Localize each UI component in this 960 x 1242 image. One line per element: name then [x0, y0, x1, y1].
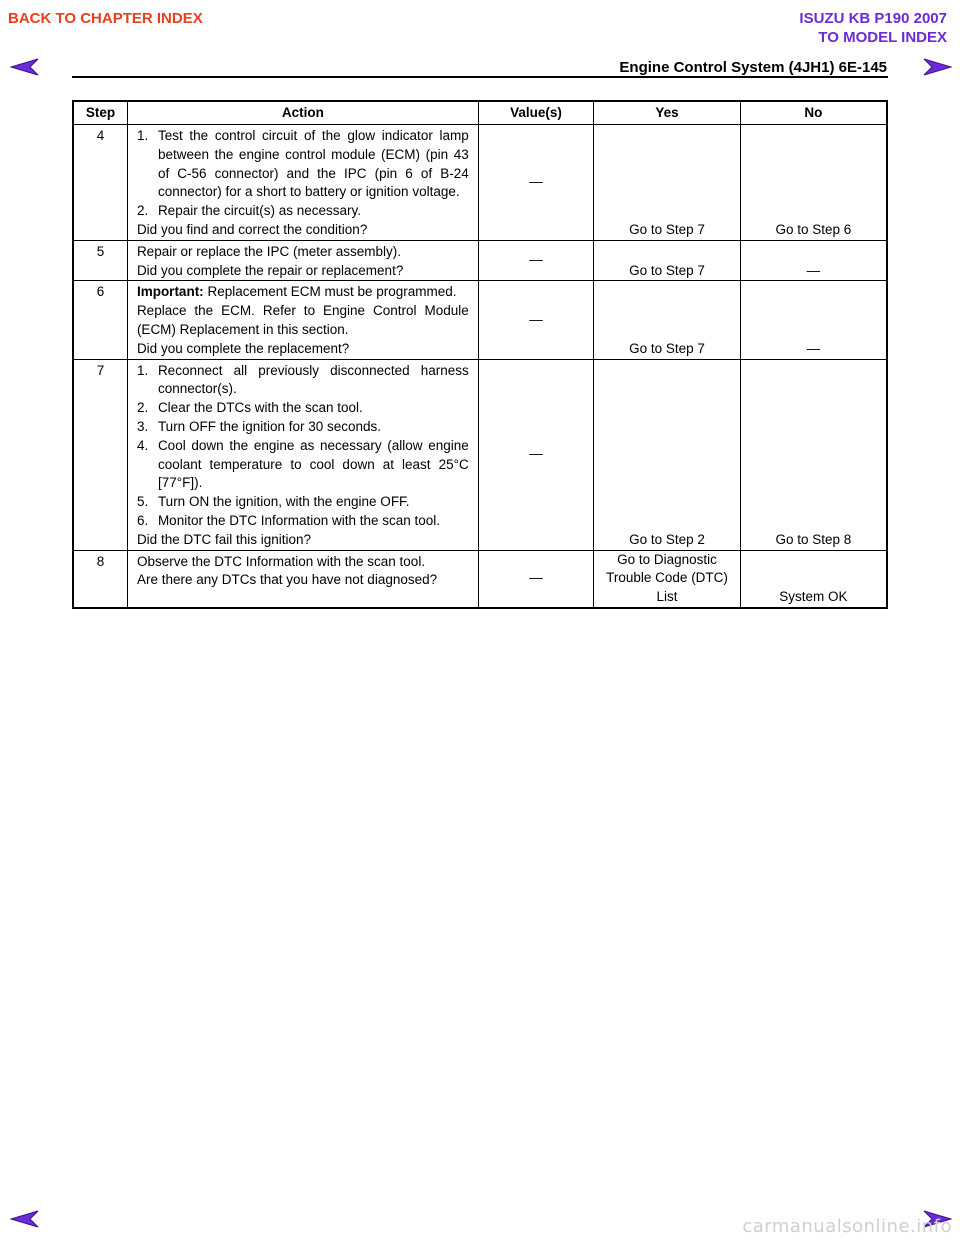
column-header-step: Step — [73, 101, 127, 125]
important-label: Important: — [136, 284, 204, 300]
to-model-index-link[interactable]: TO MODEL INDEX — [818, 29, 947, 46]
diagnostic-procedure-table — [72, 100, 888, 609]
table-row — [73, 359, 887, 550]
item-text: Repair the circuit(s) as necessary. — [157, 203, 362, 219]
action-cell — [127, 125, 478, 241]
item-number: 5. — [136, 494, 149, 510]
yes-cell: Go to Step 7 — [594, 125, 740, 241]
action-item — [137, 493, 469, 512]
value-cell: — — [478, 281, 594, 359]
step-number: 4 — [73, 125, 127, 241]
value-cell: — — [478, 240, 594, 281]
table-row — [73, 281, 887, 359]
column-header-values: Value(s) — [478, 101, 594, 125]
item-text: Turn ON the ignition, with the engine OFF. — [157, 494, 410, 510]
yes-cell: Go to Step 7 — [594, 240, 740, 281]
step-number: 7 — [73, 359, 127, 550]
column-header-action: Action — [127, 101, 478, 125]
item-text: Test the control circuit of the glow indicator lamp between the engine control module (ECM) (pin 43 of C-56 connector) and the IPC (pin 6 of B-24 connector) for a short to battery or ignition voltage. — [157, 128, 469, 200]
action-item — [137, 202, 469, 221]
item-text: Reconnect all previously disconnected harness connector(s). — [157, 362, 469, 397]
item-text: Turn OFF the ignition for 30 seconds. — [157, 418, 382, 434]
action-item — [137, 399, 469, 418]
previous-page-arrow-icon[interactable] — [10, 1210, 40, 1228]
yes-cell: Go to Step 2 — [594, 359, 740, 550]
action-question: Are there any DTCs that you have not diagnosed? — [136, 572, 438, 588]
action-cell — [127, 550, 478, 608]
step-number: 6 — [73, 281, 127, 359]
step-number: 8 — [73, 550, 127, 608]
no-cell: — — [740, 281, 887, 359]
no-cell: System OK — [740, 550, 887, 608]
value-cell: — — [478, 550, 594, 608]
important-note — [137, 283, 469, 302]
no-cell: — — [740, 240, 887, 281]
table-row — [73, 125, 887, 241]
action-item — [137, 418, 469, 437]
yes-cell: Go to Diagnostic Trouble Code (DTC) List — [594, 550, 740, 608]
page-header-title: Engine Control System (4JH1) 6E-145 — [619, 59, 887, 76]
previous-page-arrow-icon[interactable] — [10, 58, 40, 76]
action-item — [137, 512, 469, 531]
item-number: 3. — [136, 418, 149, 434]
item-number: 2. — [136, 203, 149, 219]
model-title-link[interactable]: ISUZU KB P190 2007 — [799, 10, 947, 27]
action-cell — [127, 240, 478, 281]
action-cell — [127, 359, 478, 550]
action-text: Replace the ECM. Refer to Engine Control Module (ECM) Replacement in this section. — [136, 303, 469, 337]
column-header-no: No — [740, 101, 887, 125]
value-cell: — — [478, 125, 594, 241]
action-item — [137, 127, 469, 202]
item-text: Cool down the engine as necessary (allow engine coolant temperature to cool down at least 25°C [77°F]). — [157, 437, 469, 491]
action-question: Did you find and correct the condition? — [136, 221, 368, 237]
table-header-row — [73, 101, 887, 125]
no-cell: Go to Step 6 — [740, 125, 887, 241]
item-number: 2. — [136, 400, 149, 416]
value-cell: — — [478, 359, 594, 550]
item-number: 6. — [136, 512, 149, 528]
item-number: 1. — [136, 362, 149, 378]
item-text: Clear the DTCs with the scan tool. — [157, 400, 363, 416]
action-question: Did you complete the repair or replacement? — [136, 262, 404, 278]
action-text: Repair or replace the IPC (meter assembly). — [136, 243, 402, 259]
action-item — [137, 437, 469, 493]
action-question: Did you complete the replacement? — [136, 340, 350, 356]
important-text: Replacement ECM must be programmed. — [203, 284, 457, 300]
item-number: 1. — [136, 128, 149, 143]
item-number: 4. — [136, 437, 149, 453]
next-page-arrow-icon[interactable] — [922, 58, 952, 76]
header-divider — [72, 76, 888, 78]
action-cell — [127, 281, 478, 359]
yes-cell: Go to Step 7 — [594, 281, 740, 359]
no-cell: Go to Step 8 — [740, 359, 887, 550]
column-header-yes: Yes — [594, 101, 740, 125]
watermark: carmanualsonline.info — [742, 1216, 952, 1237]
action-item — [137, 362, 469, 400]
action-text: Observe the DTC Information with the scan tool. — [136, 553, 426, 569]
step-number: 5 — [73, 240, 127, 281]
item-text: Monitor the DTC Information with the scan tool. — [157, 512, 441, 528]
action-question: Did the DTC fail this ignition? — [136, 531, 312, 547]
table-row — [73, 240, 887, 281]
back-to-chapter-index-link[interactable]: BACK TO CHAPTER INDEX — [8, 10, 203, 27]
table-row — [73, 550, 887, 608]
